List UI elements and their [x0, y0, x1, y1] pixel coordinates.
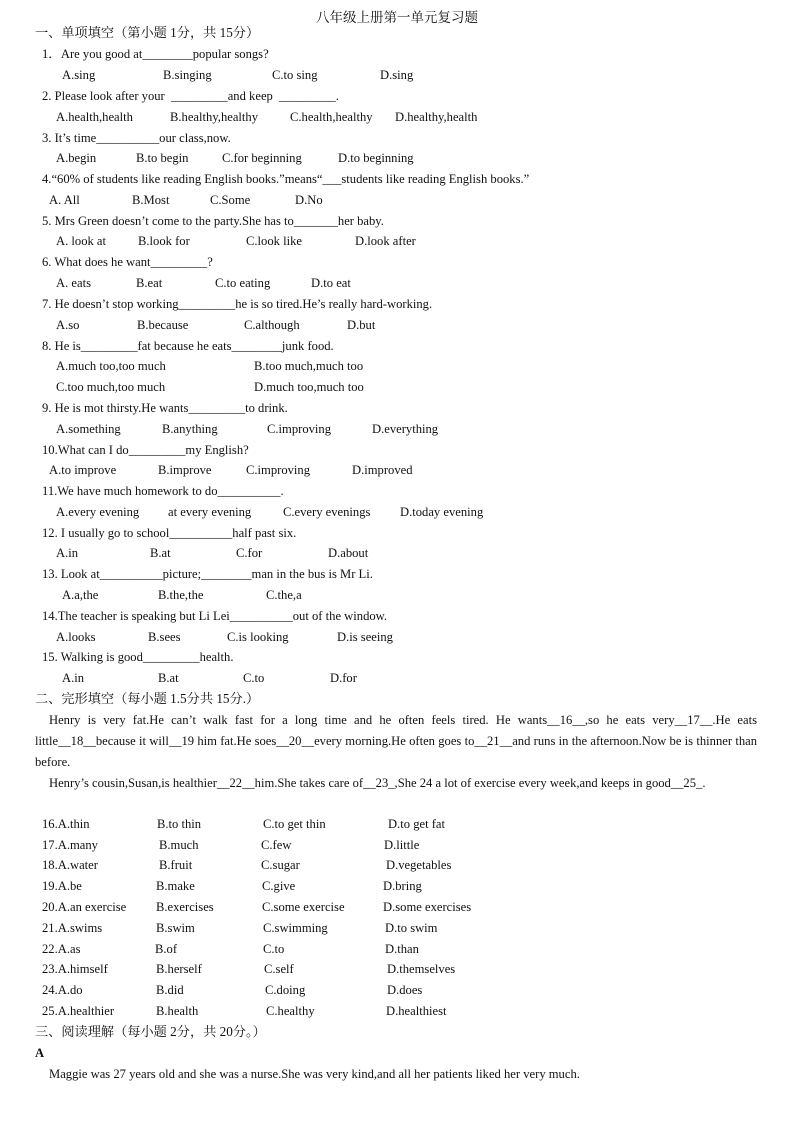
option: 22.A.as	[42, 942, 81, 956]
option: B.to thin	[157, 817, 202, 831]
option: B.too much,much too	[254, 359, 364, 373]
option: 20.A.an exercise	[42, 900, 127, 914]
option: 16.A.thin	[42, 817, 90, 831]
question-stem: 8. He is_________fat because he eats________junk food.	[42, 339, 334, 353]
option: D.to swim	[385, 921, 438, 935]
option: C.swimming	[263, 921, 328, 935]
option: B.anything	[162, 422, 218, 436]
option: D.for	[330, 671, 357, 685]
option: D.to eat	[311, 276, 351, 290]
option: A. All	[49, 193, 80, 207]
option: D.healthiest	[386, 1004, 447, 1018]
option: D.bring	[383, 879, 422, 893]
option: C.to sing	[272, 68, 318, 82]
option: B.sees	[148, 630, 181, 644]
question-stem: 9. He is mot thirsty.He wants_________to drink.	[42, 401, 288, 415]
option: C.some exercise	[262, 900, 345, 914]
question-stem: 14.The teacher is speaking but Li Lei__________out of the window.	[42, 609, 388, 623]
option: B.because	[137, 318, 189, 332]
question-stem: 7. He doesn’t stop working_________he is so tired.He’s really hard-working.	[42, 297, 433, 311]
option: D.today evening	[400, 505, 484, 519]
question-stem: 4.“60% of students like reading English books.”means“___students like reading English books.”	[42, 172, 530, 186]
option: 18.A.water	[42, 858, 98, 872]
option: A.much too,too much	[56, 359, 166, 373]
option: C.for	[236, 546, 263, 560]
section-heading-reading: 三、阅读理解（每小题 2分，共 20分。）	[35, 1024, 266, 1039]
option: D.look after	[355, 234, 416, 248]
option: A.something	[56, 422, 121, 436]
option: D.everything	[372, 422, 439, 436]
option: D.healthy,health	[395, 110, 478, 124]
option: C.too much,too much	[56, 380, 166, 394]
option: B.healthy,healthy	[170, 110, 259, 124]
option: A.begin	[56, 151, 97, 165]
option: C.to	[243, 671, 265, 685]
option: C.doing	[265, 983, 306, 997]
option: A.sing	[62, 68, 96, 82]
option: A. look at	[56, 234, 107, 248]
section-heading-multiple-choice: 一、单项填空（第小题 1分，共 15分）	[35, 25, 260, 40]
option: 17.A.many	[42, 838, 98, 852]
option: 23.A.himself	[42, 962, 108, 976]
option: 24.A.do	[42, 983, 83, 997]
option: D.about	[328, 546, 369, 560]
option: C.to	[263, 942, 285, 956]
option: B.the,the	[158, 588, 204, 602]
option: B.Most	[132, 193, 170, 207]
option: B.singing	[163, 68, 212, 82]
option: B.of	[155, 942, 178, 956]
option: C.Some	[210, 193, 251, 207]
question-stem: 12. I usually go to school__________half past six.	[42, 526, 297, 540]
option: C.sugar	[261, 858, 300, 872]
option: A. eats	[56, 276, 91, 290]
option: D.some exercises	[383, 900, 472, 914]
option: B.at	[158, 671, 179, 685]
option: D.No	[295, 193, 323, 207]
option: B.swim	[156, 921, 195, 935]
section-heading-cloze: 二、完形填空（每小题 1.5分共 15分.）	[35, 691, 260, 706]
option: B.to begin	[136, 151, 189, 165]
option: C.health,healthy	[290, 110, 373, 124]
option: B.look for	[138, 234, 190, 248]
option: C.give	[262, 879, 296, 893]
option: B.much	[159, 838, 199, 852]
cloze-paragraph: Henry is very fat.He can’t walk fast for a long time and he often feels tired. He wants__16__,so he eats very__17__.He eats little__18__because it will__19 him fat.He soes__20__every morning.He often goes to__21__and runs in the afternoon.Now be is thinner than before.	[35, 713, 757, 769]
option: A.a,the	[62, 588, 99, 602]
option: D.sing	[380, 68, 414, 82]
option: C.self	[264, 962, 294, 976]
option: B.did	[156, 983, 184, 997]
option: B.improve	[158, 463, 212, 477]
question-stem: 6. What does he want_________?	[42, 255, 213, 269]
option: D.than	[385, 942, 419, 956]
option: B.herself	[156, 962, 202, 976]
option: C.although	[244, 318, 300, 332]
option: D.little	[384, 838, 420, 852]
option: D.is seeing	[337, 630, 393, 644]
option: B.eat	[136, 276, 163, 290]
question-stem: 13. Look at__________picture;________man in the bus is Mr Li.	[42, 567, 373, 581]
option: B.fruit	[159, 858, 193, 872]
passage-label: A	[35, 1046, 45, 1060]
option: D.improved	[352, 463, 413, 477]
option: 25.A.healthier	[42, 1004, 115, 1018]
option: C.to get thin	[263, 817, 326, 831]
question-stem: 15. Walking is good_________health.	[42, 650, 234, 664]
option: D.much too,much too	[254, 380, 364, 394]
option: C.every evenings	[283, 505, 371, 519]
option: D.to get fat	[388, 817, 446, 831]
option: C.look like	[246, 234, 302, 248]
option: D.themselves	[387, 962, 456, 976]
option: C.few	[261, 838, 292, 852]
question-stem: 2. Please look after your _________and keep _________.	[42, 89, 339, 103]
option: A.in	[56, 546, 79, 560]
option: C.improving	[267, 422, 332, 436]
page-title: 八年级上册第一单元复习题	[316, 10, 478, 25]
option: A.looks	[56, 630, 96, 644]
option: C.for beginning	[222, 151, 302, 165]
option: B.at	[150, 546, 171, 560]
option: A.every evening	[56, 505, 140, 519]
option: C.to eating	[215, 276, 271, 290]
option: 19.A.be	[42, 879, 82, 893]
question-stem: 1．Are you good at________popular songs?	[42, 47, 269, 61]
option: D.does	[387, 983, 423, 997]
question-stem: 3. It’s time__________our class,now.	[42, 131, 231, 145]
option: D.but	[347, 318, 376, 332]
option: B.health	[156, 1004, 199, 1018]
option: C.improving	[246, 463, 311, 477]
option: 21.A.swims	[42, 921, 103, 935]
option: B.make	[156, 879, 195, 893]
cloze-paragraph: Henry’s cousin,Susan,is healthier__22__him.She takes care of__23_,She 24 a lot of exercise every week,and keeps in good__25_.	[49, 776, 706, 790]
question-stem: 5. Mrs Green doesn’t come to the party.She has to_______her baby.	[42, 214, 384, 228]
reading-passage: Maggie was 27 years old and she was a nurse.She was very kind,and all her patients liked her very much.	[49, 1067, 580, 1081]
option: A.to improve	[49, 463, 117, 477]
option: D.to beginning	[338, 151, 414, 165]
option: A.health,health	[56, 110, 133, 124]
option: B.exercises	[156, 900, 214, 914]
option: at every evening	[168, 505, 252, 519]
option: C.healthy	[266, 1004, 315, 1018]
option: D.vegetables	[386, 858, 452, 872]
question-stem: 11.We have much homework to do__________.	[42, 484, 284, 498]
option: C.the,a	[266, 588, 302, 602]
question-stem: 10.What can I do_________my English?	[42, 443, 249, 457]
option: A.in	[62, 671, 85, 685]
option: C.is looking	[227, 630, 289, 644]
option: A.so	[56, 318, 80, 332]
